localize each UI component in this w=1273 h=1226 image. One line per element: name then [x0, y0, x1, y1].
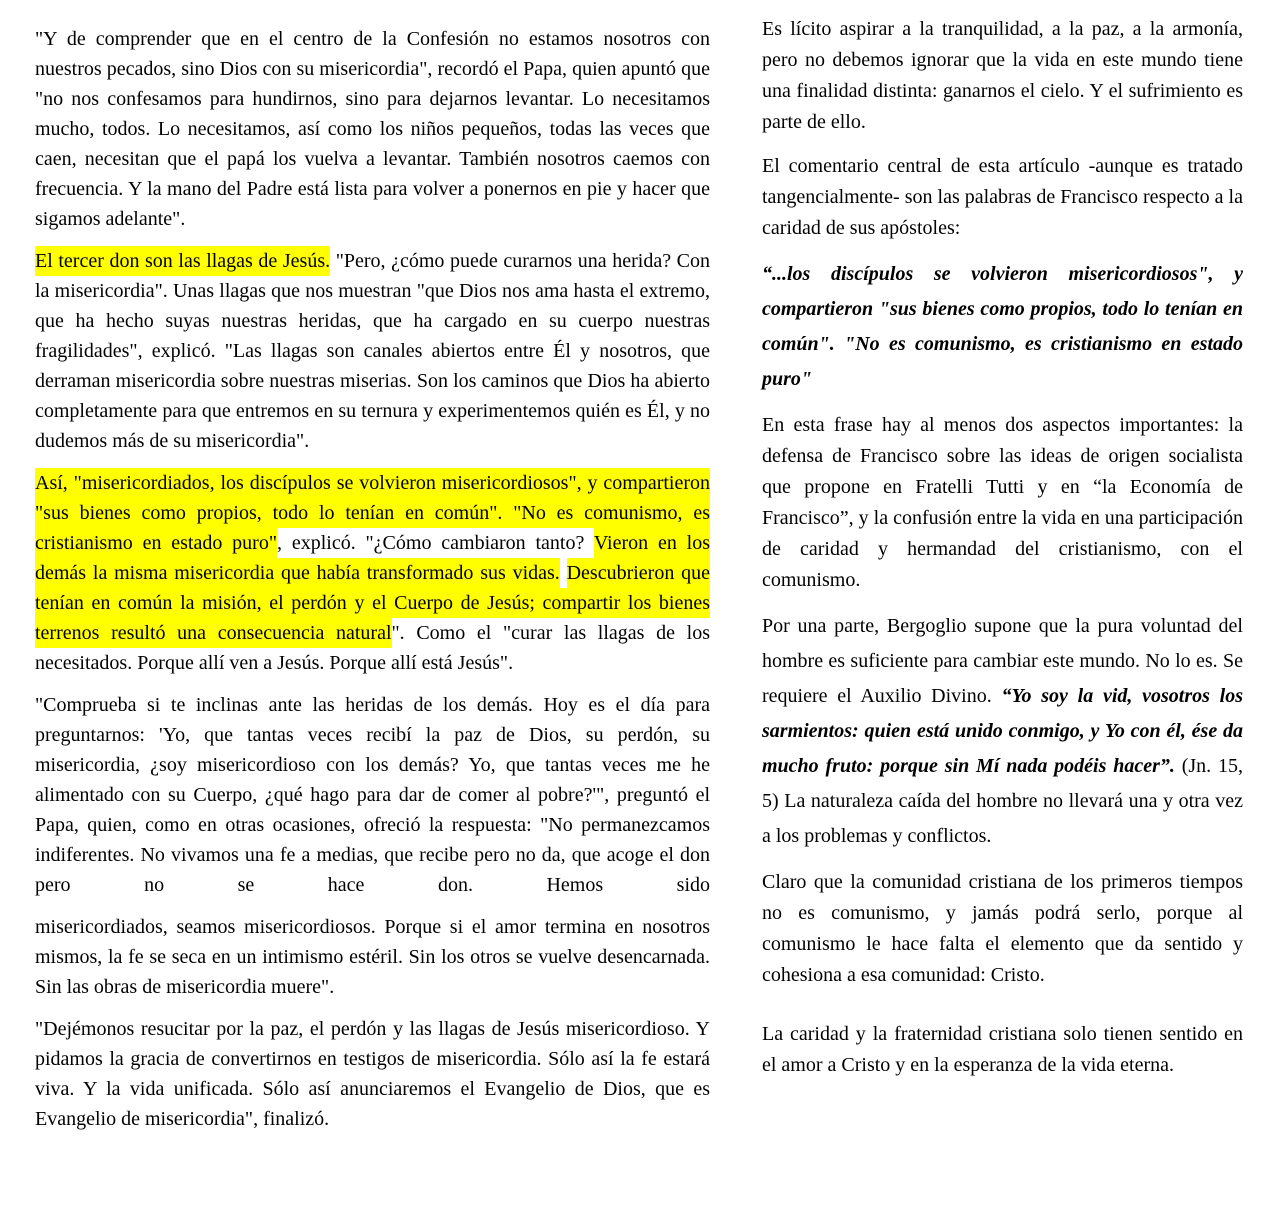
emphasis-text-run: “Yo soy la vid, vosotros los sarmientos: quien está unido conmigo, y Yo con él, ése da mucho fruto: porque sin Mí nada podéis hacer”.: [762, 685, 1243, 777]
paragraph-comentario-central: [762, 151, 1243, 244]
text-run: Por una parte, Bergoglio supone que la pura voluntad del hombre es suficiente para cambiar este mundo. No lo es. Se requiere el Auxilio Divino.: [762, 615, 1243, 707]
highlighted-text-run: Descubrieron que tenían en común la misión, el perdón y el Cuerpo de Jesús; compartir los bienes terrenos resultó una consecuencia natural: [35, 558, 710, 648]
text-run: La caridad y la fraternidad cristiana solo tienen sentido en el amor a Cristo y en la esperanza de la vida eterna.: [762, 1023, 1243, 1076]
text-run: , explicó. "¿Cómo cambiaron tanto?: [277, 532, 594, 554]
text-run: [560, 562, 567, 584]
text-run: En esta frase hay al menos dos aspectos importantes: la defensa de Francisco sobre las ideas de origen socialista que propone en Fratelli Tutti y en “la Economía de Francisco”, y la confusión entre la vida en una participación de caridad y hermandad del cristianismo, con el comunismo.: [762, 414, 1243, 591]
paragraph-claro-que: [762, 867, 1243, 991]
highlighted-text-run: Vieron en los demás la misma misericordia que había transformado sus vidas.: [35, 528, 710, 588]
text-run: ". Como el "curar las llagas de los necesitados. Porque allí ven a Jesús. Porque allí está Jesús".: [35, 622, 710, 674]
emphasis-text-run: “...los discípulos se volvieron misericordiosos", y compartieron "sus bienes como propios, todo lo tenían en común". "No es comunismo, es cristianismo en estado puro": [762, 263, 1243, 390]
paragraph-quote-discipulos: [762, 257, 1243, 397]
paragraph-dos-aspectos: [762, 410, 1243, 596]
left-column: [35, 14, 710, 1226]
paragraph-misericordiados: [35, 468, 710, 678]
paragraph-es-licito: [762, 14, 1243, 138]
text-run: Es lícito aspirar a la tranquilidad, a la paz, a la armonía, pero no debemos ignorar que la vida en este mundo tiene una finalidad distinta: ganarnos el cielo. Y el sufrimiento es parte de ello.: [762, 18, 1243, 133]
paragraph-confession: [35, 24, 710, 234]
paragraph-bergoglio: [762, 609, 1243, 854]
paragraph-caridad-fraternidad: [762, 1019, 1243, 1081]
text-run: El comentario central de esta artículo -aunque es tratado tangencialmente- son las palabras de Francisco respecto a la caridad de sus apóstoles:: [762, 155, 1243, 239]
text-run: (Jn. 15, 5) La naturaleza caída del hombre no llevará una y otra vez a los problemas y conflictos.: [762, 755, 1243, 847]
text-run: "Dejémonos resucitar por la paz, el perdón y las llagas de Jesús misericordioso. Y pidamos la gracia de convertirnos en testigos de misericordia. Sólo así la fe estará viva. Y la vida unificada. Sólo así anunciaremos el Evangelio de Dios, que es Evangelio de misericordia", finalizó.: [35, 1018, 710, 1130]
paragraph-third-gift: [35, 246, 710, 456]
highlighted-text-run: El tercer don son las llagas de Jesús.: [35, 246, 330, 276]
text-run: "Comprueba si te inclinas ante las heridas de los demás. Hoy es el día para preguntarnos: 'Yo, que tantas veces recibí la paz de Dios, su perdón, su misericordia, ¿soy misericordioso con los demás? Yo, que tantas veces me he alimentado con su Cuerpo, ¿qué hago para dar de comer al pobre?'", preguntó el Papa, quien, como en otras ocasiones, ofreció la respuesta: "No permanezcamos indiferentes. No vivamos una fe a medias, que recibe pero no da, que acoge el don pero no se hace don. Hemos sido: [35, 694, 710, 896]
text-run: misericordiados, seamos misericordiosos. Porque si el amor termina en nosotros mismos, la fe se seca en un intimismo estéril. Sin los otros se vuelve desencarnada. Sin las obras de misericordia muere".: [35, 916, 710, 998]
highlighted-text-run: Así, "misericordiados, los discípulos se volvieron misericordiosos", y compartieron "sus bienes como propios, todo lo tenían en común". "No es comunismo, es cristianismo en estado puro": [35, 468, 710, 558]
text-run: "Y de comprender que en el centro de la Confesión no estamos nosotros con nuestros pecados, sino Dios con su misericordia", recordó el Papa, quien apuntó que "no nos confesamos para hundirnos, sino para dejarnos levantar. Lo necesitamos mucho, todos. Lo necesitamos, así como los niños pequeños, todas las veces que caen, necesitan que el papá los vuelva a levantar. También nosotros caemos con frecuencia. Y la mano del Padre está lista para volver a ponernos en pie y hacer que sigamos adelante".: [35, 28, 710, 230]
paragraph-seamos-misericordiosos: [35, 912, 710, 1002]
right-column: [762, 14, 1243, 1226]
paragraph-dejemonos-resucitar: [35, 1014, 710, 1134]
text-run: "Pero, ¿cómo puede curarnos una herida? Con la misericordia". Unas llagas que nos muestran "que Dios nos ama hasta el extremo, que ha hecho suyas nuestras heridas, que ha cargado en su cuerpo nuestras fragilidades", explicó. "Las llagas son canales abiertos entre Él y nosotros, que derraman misericordia sobre nuestras miserias. Son los caminos que Dios ha abierto completamente para que entremos en su ternura y experimentemos quién es Él, y no dudemos más de su misericordia".: [35, 250, 710, 452]
text-run: Claro que la comunidad cristiana de los primeros tiempos no es comunismo, y jamás podrá serlo, porque al comunismo le hace falta el elemento que da sentido y cohesiona a esa comunidad: Cristo.: [762, 871, 1243, 986]
paragraph-comprueba: [35, 690, 710, 900]
